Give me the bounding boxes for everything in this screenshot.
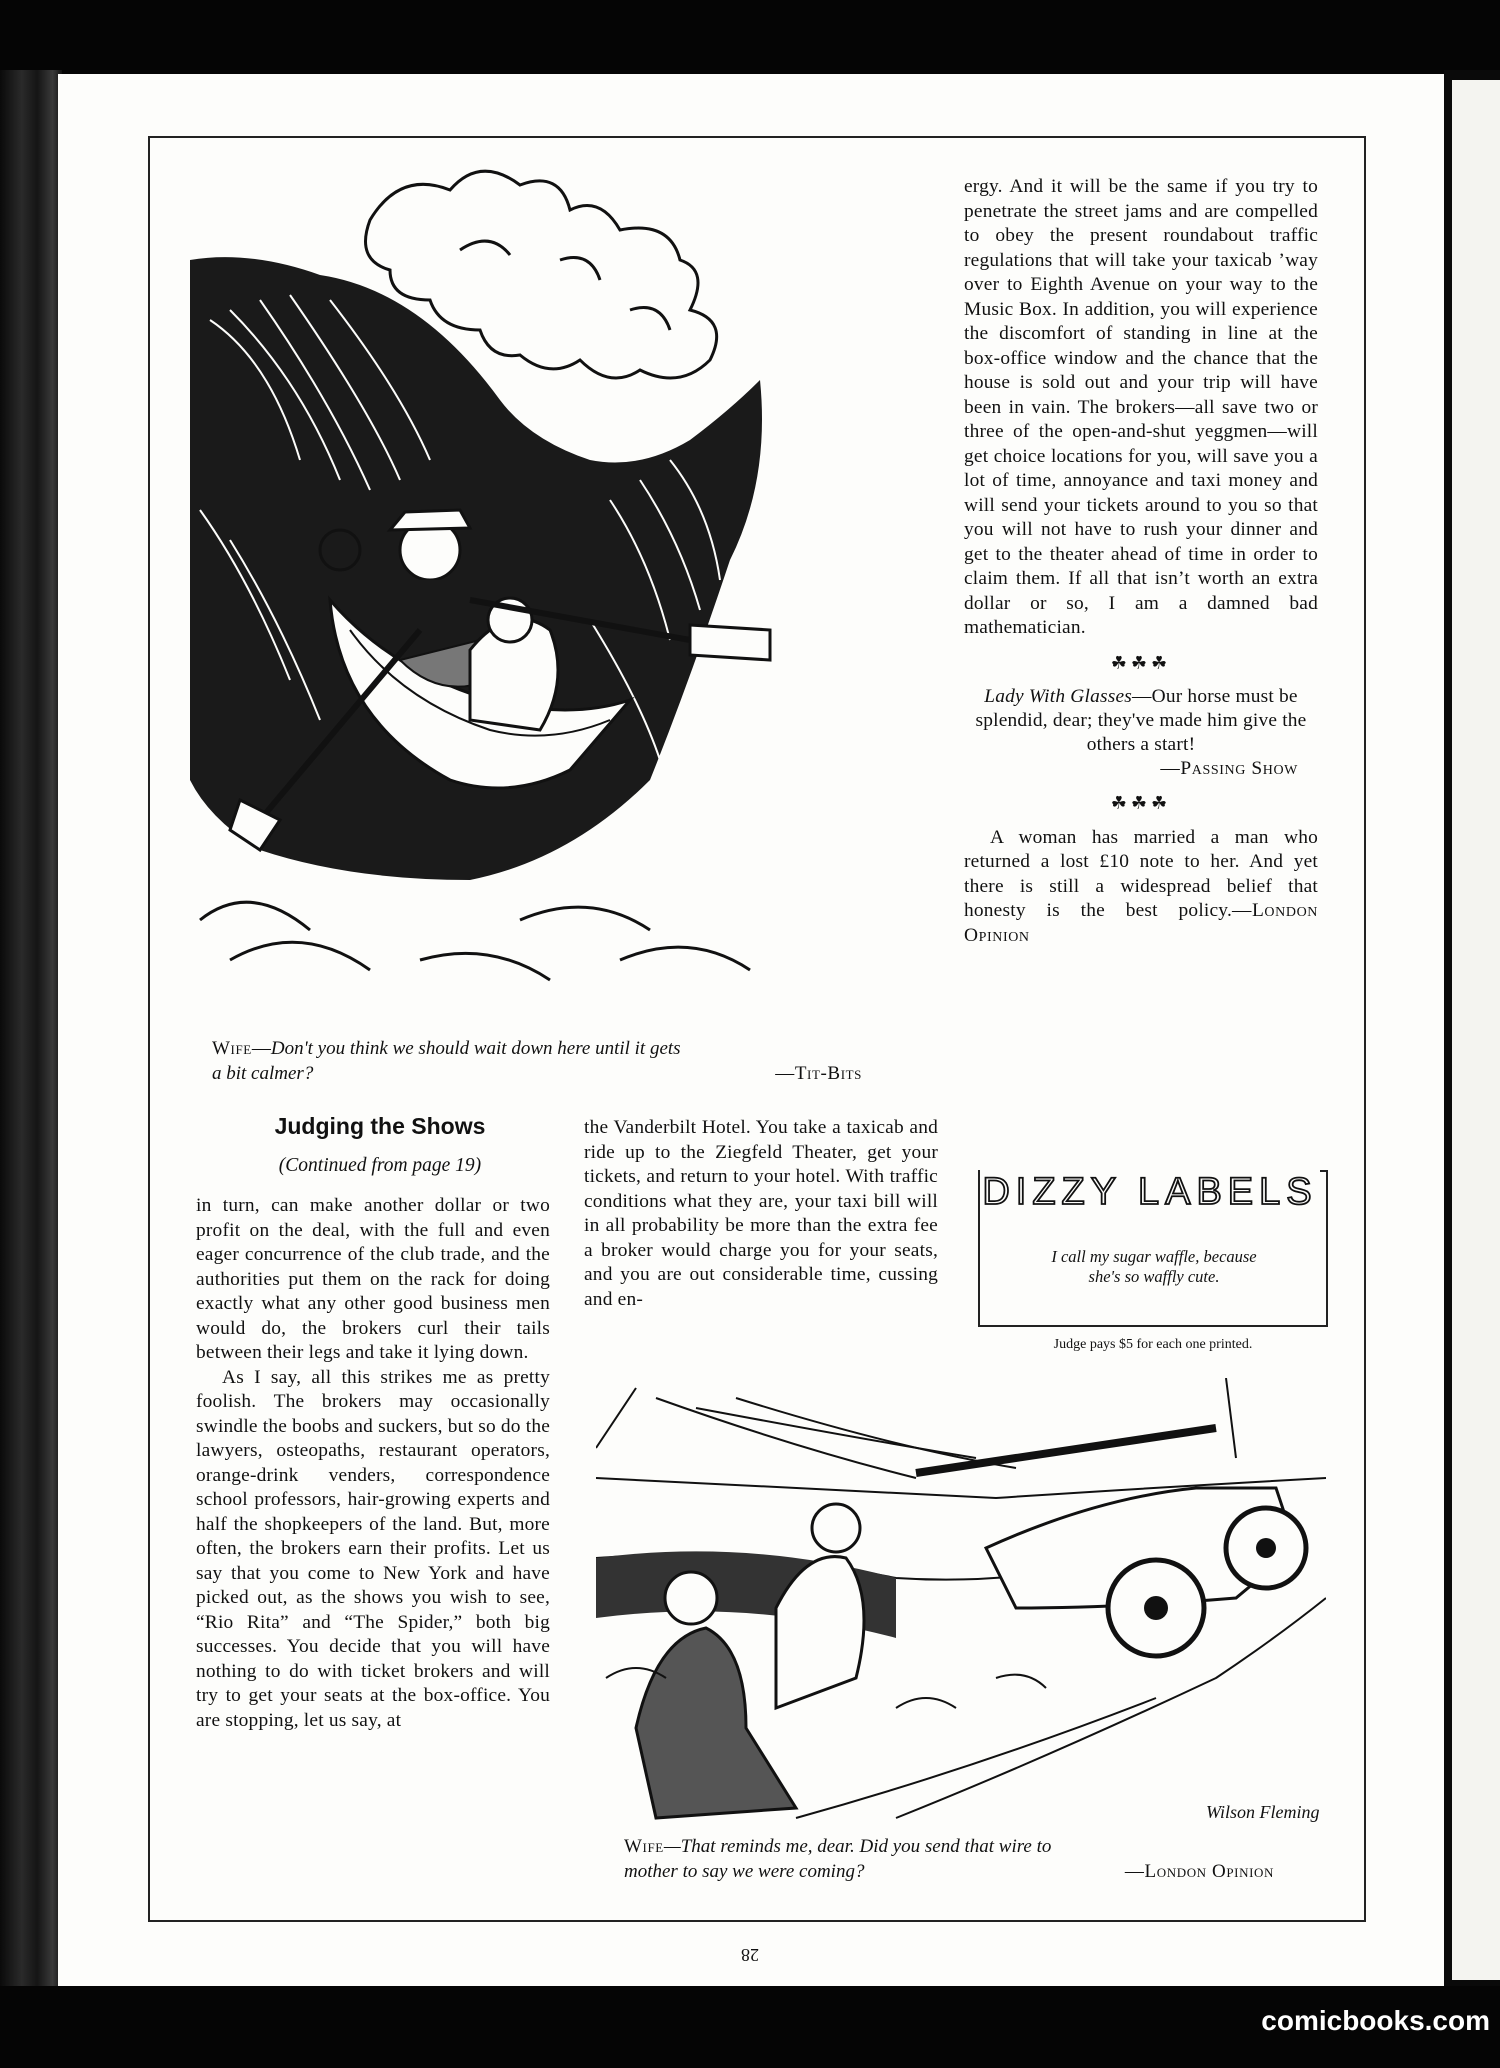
joke-text: —Our horse must be splendid, dear; they've made him give the others a start! (975, 686, 1307, 755)
top-cartoon-caption: Wife—Don't you think we should wait down here until it gets a bit calmer? —Tit-Bits (212, 1038, 862, 1084)
caption-text-2: a bit calmer? (212, 1063, 314, 1084)
scan-top-border (0, 0, 1500, 80)
article-column-1 (196, 1194, 550, 1733)
dizzy-line-1: I call my sugar waffle, because (1051, 1247, 1257, 1266)
bottom-cartoon-caption (624, 1834, 1304, 1884)
dizzy-line-2: she's so waffly cute. (1088, 1267, 1220, 1286)
caption-text-2: mother to say we were coming? (624, 1861, 865, 1882)
joke-attribution: —London Opinion (964, 900, 1318, 946)
boat-wave-cartoon (170, 160, 940, 1030)
shamrock-dingbat: ☘☘☘ (1110, 793, 1172, 813)
caption-text: —That reminds me, dear. Did you send that wire to (663, 1836, 1052, 1857)
article-column-2 (584, 1116, 938, 1312)
continued-note: (Continued from page 19) (278, 1155, 482, 1176)
next-page-edge (1452, 80, 1500, 1980)
dizzy-title-text: DIZZY LABELS (982, 1171, 1318, 1213)
paragraph: in turn, can make another dollar or two profit on the deal, with the full and even eager concurrence of the club trade, and the authorities put them on the rack for doing exactly what any other good business men would do, the brokers curl their tails between their legs and take it lying down. (196, 1195, 550, 1363)
article-column-3 (964, 175, 1318, 948)
joke-honesty (964, 826, 1318, 949)
caption-speaker: Wife (624, 1836, 664, 1857)
shamrock-dingbat: ☘☘☘ (1110, 652, 1172, 673)
caption-attribution: —London Opinion (1124, 1861, 1274, 1882)
joke-horse (964, 685, 1318, 781)
caption-text: Don't you think we should wait down here until it gets (270, 1038, 681, 1059)
joke-text: A woman has married a man who returned a lost £10 note to her. And yet there is still a widespread belief that honesty is the best policy. (964, 826, 1318, 921)
paragraph: ergy. And it will be the same if you try to penetrate the street jams and are compelled to obey the present roundabout traffic regulations that will take your taxicab ’way over to Eighth Avenue on your way to the Music Box. In addition, you will experience the discomfort of standing in line at the box-office window and the chance that the house is sold out and your trip will have been in vain. The brokers—all save two or three of the open-and-shut yeggmen—will get choice locations for you, will save you a lot of time, annoyance and taxi money and will send your tickets around to you so that you will not have to rush your dinner and get to the theater ahead of time in order to claim them. If all that isn’t worth an extra dollar or so, I am a damned bad mathematician. (964, 176, 1318, 638)
dizzy-labels-title (970, 1158, 1330, 1218)
artist-signature: Wilson Fleming (1206, 1802, 1320, 1822)
car-crash-cartoon (596, 1378, 1326, 1830)
book-spine (0, 70, 62, 1995)
dizzy-payment-note: Judge pays $5 for each one printed. (1053, 1337, 1253, 1352)
site-watermark: comicbooks.com (1261, 2005, 1490, 2036)
page-number: 28 (741, 1945, 759, 1965)
article-headline: Judging the Shows (274, 1113, 486, 1139)
caption-attribution: —Tit-Bits (775, 1063, 862, 1084)
paragraph: As I say, all this strikes me as pretty foolish. The brokers may occasionally swindle the boobs and suckers, but so do the lawyers, osteopaths, restaurant operators, orange-drink venders, correspondence school professors, hair-growing experts and half the shopkeepers of the land. But, more often, the brokers earn their profits. Let us say that you come to New York and have picked out, as the shows you wish to see, “Rio Rita” and “The Spider,” both big successes. You decide that you will have nothing to do with ticket brokers and will try to get your seats at the box-office. You are stopping, let us say, at (196, 1366, 551, 1731)
dizzy-label-joke (998, 1247, 1310, 1287)
joke-speaker: Lady With Glasses (984, 686, 1133, 707)
paragraph: the Vanderbilt Hotel. You take a taxicab and ride up to the Ziegfeld Theater, get your tickets, and return to your hotel. With traffic conditions what they are, your taxi bill will in all probability be more than the extra fee a broker would charge you for your seats, and you are out considerable time, cussing and en- (584, 1117, 938, 1310)
joke-attribution: —Passing Show (1160, 758, 1298, 779)
caption-speaker: Wife (212, 1038, 252, 1059)
